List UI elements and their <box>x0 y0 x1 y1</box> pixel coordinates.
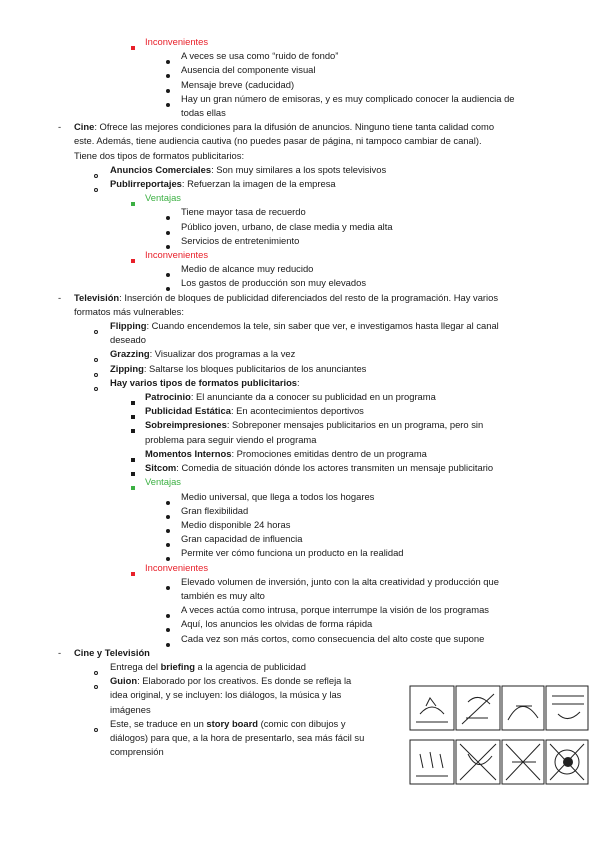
storyboard-image <box>408 684 590 789</box>
list-item: Aquí, los anuncios les olvidas de forma rápida <box>0 617 599 631</box>
list-item: Anuncios Comerciales: Son muy similares a los spots televisivos <box>0 163 599 177</box>
list-item: Tiene mayor tasa de recuerdo <box>0 205 599 219</box>
list-item: Sitcom: Comedia de situación dónde los actores transmiten un mensaje publicitario <box>0 461 599 475</box>
document-page <box>0 35 599 759</box>
paragraph-line: este. Además, tiene audiencia cautiva (no puedes pasar de página, ni tampoco cambiar de canal). <box>74 135 482 147</box>
list-item: Grazzing: Visualizar dos programas a la vez <box>0 347 599 361</box>
list-item: Publicidad Estática: En acontecimientos deportivos <box>0 404 599 418</box>
list-item: Público joven, urbano, de clase media y media alta <box>0 220 599 234</box>
list-item: Medio universal, que llega a todos los hogares <box>0 490 599 504</box>
list-item: Zipping: Saltarse los bloques publicitarios de los anunciantes <box>0 362 599 376</box>
list-item: Guion: Elaborado por los creativos. Es donde se refleja la <box>0 674 599 688</box>
list-item: Momentos Internos: Promociones emitidas dentro de un programa <box>0 447 599 461</box>
paragraph-line: Tiene dos tipos de formatos publicitarios: <box>74 149 245 161</box>
list-item: A veces se usa como “ruido de fondo” <box>0 49 599 63</box>
list-item: Patrocinio: El anunciante da a conocer su publicidad en un programa <box>0 390 599 404</box>
list-item: Medio disponible 24 horas <box>0 518 599 532</box>
list-item: Permite ver cómo funciona un producto en la realidad <box>0 546 599 560</box>
list-item: Entrega del briefing a la agencia de publicidad <box>0 660 599 674</box>
list-item: Elevado volumen de inversión, junto con la alta creatividad y producción que <box>0 575 599 589</box>
list-item-continuation: deseado <box>110 334 146 346</box>
heading-inconvenientes-radio: Inconvenientes <box>0 35 599 49</box>
list-item: Flipping: Cuando encendemos la tele, sin saber que ver, e investigamos hasta llegar al canal <box>0 319 599 333</box>
list-item-continuation: también es muy alto <box>181 589 265 601</box>
list-item-continuation: todas ellas <box>181 107 226 119</box>
dash-bullet-icon: - <box>58 291 62 303</box>
list-item: Hay varios tipos de formatos publicitarios: <box>0 376 599 390</box>
paragraph-line: formatos más vulnerables: <box>74 305 184 317</box>
dash-bullet-icon: - <box>58 121 62 133</box>
list-item: Sobreimpresiones: Sobreponer mensajes publicitarios en un programa, pero sin <box>0 418 599 432</box>
list-item: Medio de alcance muy reducido <box>0 262 599 276</box>
list-item: A veces actúa como intrusa, porque interrumpe la visión de los programas <box>0 603 599 617</box>
list-item: Ausencia del componente visual <box>0 63 599 77</box>
section-television: - Televisión: Inserción de bloques de publicidad diferenciados del resto de la programación. Hay varios <box>0 291 599 305</box>
list-item-continuation: diálogos) para que, a la hora de presentarlo, sea más fácil su <box>110 731 365 743</box>
heading-ventajas-tv: Ventajas <box>0 475 599 489</box>
list-item: Servicios de entretenimiento <box>0 234 599 248</box>
list-item: Hay un gran número de emisoras, y es muy complicado conocer la audiencia de <box>0 92 599 106</box>
heading-inconvenientes-tv: Inconvenientes <box>0 561 599 575</box>
list-item: Gran capacidad de influencia <box>0 532 599 546</box>
list-item-continuation: comprensión <box>110 746 164 758</box>
list-item: Mensaje breve (caducidad) <box>0 78 599 92</box>
list-item: Los gastos de producción son muy elevados <box>0 276 599 290</box>
list-item: Publirreportajes: Refuerzan la imagen de la empresa <box>0 177 599 191</box>
section-cine: - Cine: Ofrece las mejores condiciones para la difusión de anuncios. Ninguno tiene tanta calidad como <box>0 120 599 134</box>
section-cine-y-television: - Cine y Televisión <box>0 646 599 660</box>
list-item-continuation: problema para seguir viendo el programa <box>145 433 317 445</box>
list-item: Cada vez son más cortos, como consecuencia del alto coste que supone <box>0 632 599 646</box>
dash-bullet-icon: - <box>58 646 62 658</box>
heading-ventajas-cine: Ventajas <box>0 191 599 205</box>
list-item: Gran flexibilidad <box>0 504 599 518</box>
list-item-continuation: imágenes <box>110 703 151 715</box>
list-item: Este, se traduce en un story board (comic con dibujos y <box>0 717 599 731</box>
heading-inconvenientes-cine: Inconvenientes <box>0 248 599 262</box>
list-item-continuation: idea original, y se incluyen: los diálogos, la música y las <box>110 689 342 701</box>
